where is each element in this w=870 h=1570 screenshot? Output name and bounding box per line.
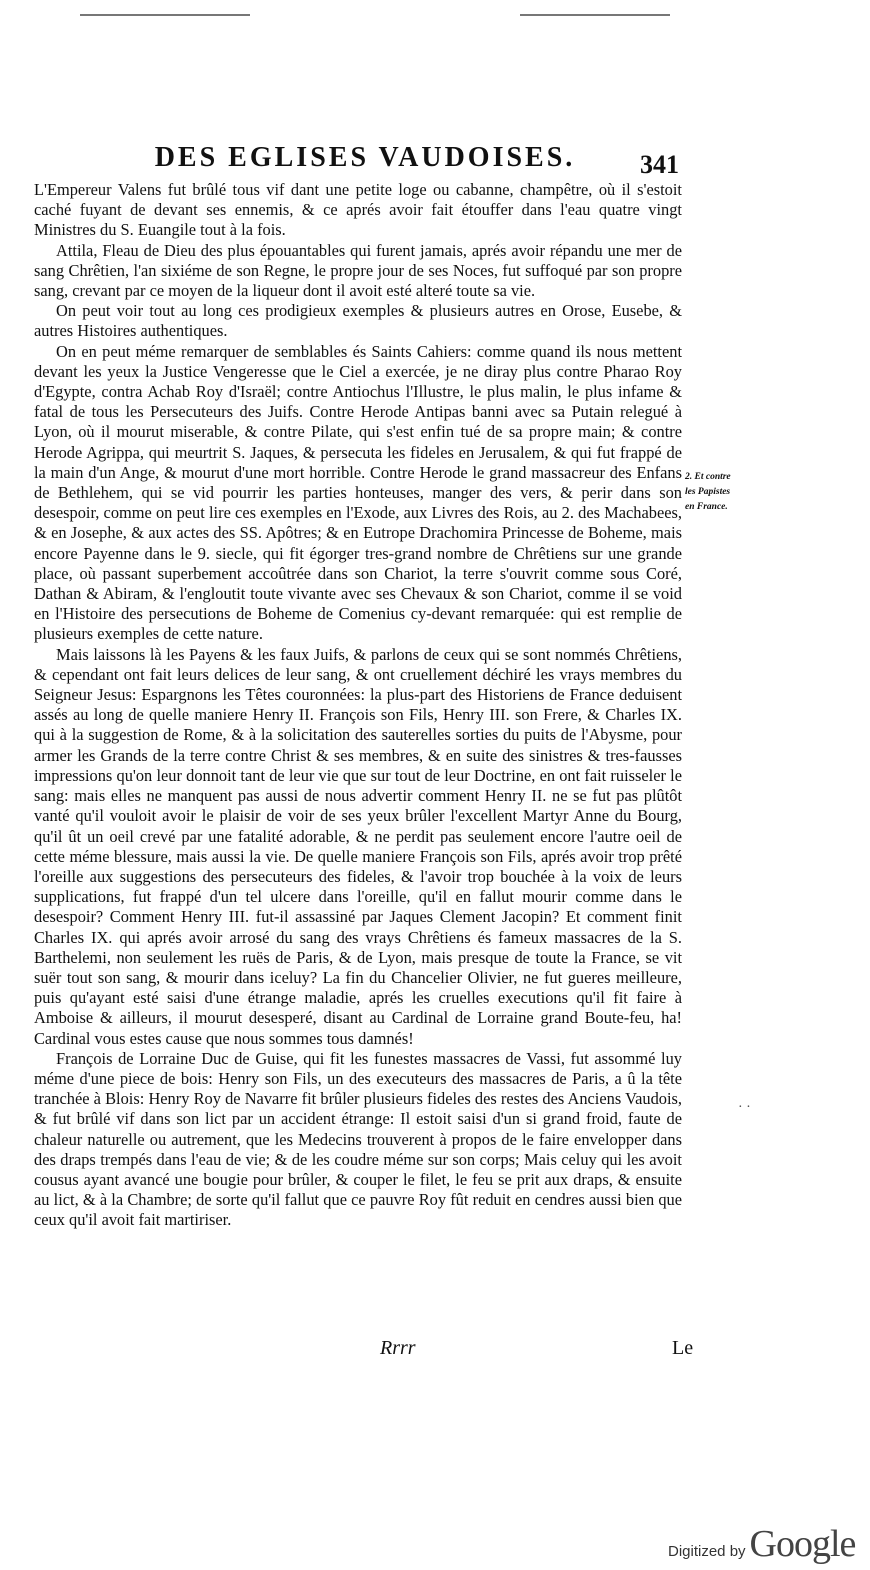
google-logo: Google	[749, 1523, 856, 1565]
catchword: Le	[672, 1337, 694, 1359]
margin-note-line: 2. Et contre	[685, 472, 731, 482]
margin-note-line: les Papistes	[685, 487, 731, 497]
paragraph-payens: Mais laissons là les Payens & les faux Juifs, & parlons de ceux qui se sont nommés Chrêtiens, & cependant ont fait leurs delices de leur sang, & ont cruellement déchiré les vrays membres du Seigneur Jesus: Espargnons les Têtes couronnées: la plus-part des Historiens de France deduisent assés au long de quelle maniere Henry II. François son Fils, Henry III. son Frere, & Charles IX. qui à la suggestion de Rome, & à la solicitation des sauterelles sorties du puits de l'Abysme, pour armer les Grands de la terre contre Christ & ses membres, & en suite des sinistres & tres-fausses impressions qu'on leur donnoit tant de leur vie que sur tout de leur Doctrine, en ont fait ruisseler le sang: mais elles ne manquent pas aussi de nous advertir comment Henry II. ne se fut pas plûtôt vanté qu'il vouloit avoir le plaisir de voir de ses yeux brûler l'excellent Martyr Anne du Bourg, qu'il ût un oeil crevé par une fatalité adorable, & ne perdit pas seulement encore l'autre oeil de cette méme blessure, mais aussi la vie. De quelle maniere François son Fils, aprés avoir trop prêté l'oreille aux suggestions des persecuteurs des fideles, & l'avoir trop bouchée à la voix de leurs supplications, fut frappé d'un tel ulcere dans l'oreille, qu'il en fallut mourir comme dans le desespoir? Comment Henry III. fut-il assassiné par Jaques Clement Jacopin? Et comment finit Charles IX. qui aprés avoir arrosé du sang des vrays Chrêtiens és fameux massacres de la S. Barthelemi, non seulement les ruës de Paris, & de Lyon, mais presque de toute la France, se vit suër tout son sang, & mourir dans iceluy? La fin du Chancelier Olivier, ne fut gueres meilleure, puis qu'ayant esté saisi d'une étrange maladie, aprés les cruelles executions qu'il fit faire à Amboise & ailleurs, il mourut desesperé, disant au Cardinal de Lorraine grand Boute-feu, ha! Cardinal vous estes cause que nous sommes tous damnés!	[34, 644, 682, 1048]
paragraph-orose: On peut voir tout au long ces prodigieux exemples & plusieurs autres en Orose, Eusebe, & autres Histoires authentiques.	[34, 301, 682, 341]
body-text	[34, 180, 682, 1231]
top-rule-left	[80, 14, 250, 16]
page-number: 341	[640, 150, 679, 179]
margin-note-line: en France.	[685, 502, 728, 512]
attribution-prefix: Digitized by	[668, 1543, 746, 1560]
paragraph-valens: L'Empereur Valens fut brûlé tous vif dant une petite loge ou cabanne, champêtre, où il s'estoit caché fuyant de devant ses ennemis, & ce aprés avoir fait étouffer dans l'eau quatre vingt Ministres du S. Euangile tout à la fois.	[34, 180, 682, 240]
paragraph-attila: Attila, Fleau de Dieu des plus épouantables qui furent jamais, aprés avoir répandu une mer de sang Chrêtien, l'an sixiéme de son Regne, le propre jour de ses Noces, fut suffoqué par son propre sang, crevant par ce moyen de la liqueur dont il avoit esté alteré toute sa vie.	[34, 240, 682, 301]
margin-note	[685, 470, 755, 515]
paragraph-saints-cahiers: On en peut méme remarquer de semblables és Saints Cahiers: comme quand ils nous mettent devant les yeux la Justice Vengeresse que le Ciel a exercée, je ne diray plus contre Pharao Roy d'Egypte, contra Achab Roy d'Israël; contre Antiochus l'Illustre, le plus malin, le plus infame & fatal de tous les Persecuteurs des Juifs. Contre Herode Antipas banni avec sa Putain relegué à Lyon, où il mourut miserable, & contre Pilate, qui s'est enfin tué de sa propre main; & contre Herode Agrippa, qui meurtrit S. Jaques, & persecuta les fideles en Jerusalem, & qui fut frappé de la main d'un Ange, & mourut d'une mort horrible. Contre Herode le grand massacreur des Enfans de Bethlehem, qui se vid pourrir les parties honteuses, manger des vers, & perir dans son desespoir, comme on peut lire ces exemples en l'Exode, aux Livres des Rois, au 2. des Machabees, & en Josephe, & aux actes des SS. Apôtres; & en Eutrope Drachomira Princesse de Boheme, mais encore Payenne dans le 9. siecle, qui fit égorger tres-grand nombre de Chrêtiens sur une grande place, où passant superbement accoûtrée dans son Chariot, la terre s'ouvrit comme sous Coré, Dathan & Abiram, & l'engloutit toute vivante avec ses Chevaux & son Chariot, comme il se void en l'Histoire des persecutions de Boheme de Comenius cy-devant remarquée: qui est remplie de plusieurs exemples de cette nature.	[34, 341, 682, 644]
margin-marks: · ·	[738, 1100, 751, 1115]
signature-mark: Rrrr	[380, 1337, 416, 1359]
top-rule-right	[520, 14, 670, 16]
digitized-by-attribution	[668, 1522, 855, 1566]
paragraph-guise: François de Lorraine Duc de Guise, qui fit les funestes massacres de Vassi, fut assommé luy méme d'une piece de bois: Henry son Fils, un des executeurs des massacres de Paris, a û la tête tranchée à Blois: Henry Roy de Navarre fit brûler plusieurs fideles des restes des Anciens Vaudois, & fut brûlé vif dans son lict par un accident étrange: Il estoit saisi d'un si grand froid, faute de chaleur naturelle ou autrement, que les Medecins trouverent à propos de le faire envelopper dans des draps trempés dans l'eau de vie; & de les coudre méme sur son corps; Mais celuy qui les avoit cousus ayant avancé une bougie pour brûler, & couper le filet, le feu se prit aux draps, & ensuite au lict, & à la Chambre; de sorte qu'il fallut que ce pauvre Roy fût reduit en cendres aussi bien que ceux qu'il avoit fait martiriser.	[34, 1048, 682, 1230]
running-title: DES EGLISES VAUDOISES.	[154, 142, 576, 173]
